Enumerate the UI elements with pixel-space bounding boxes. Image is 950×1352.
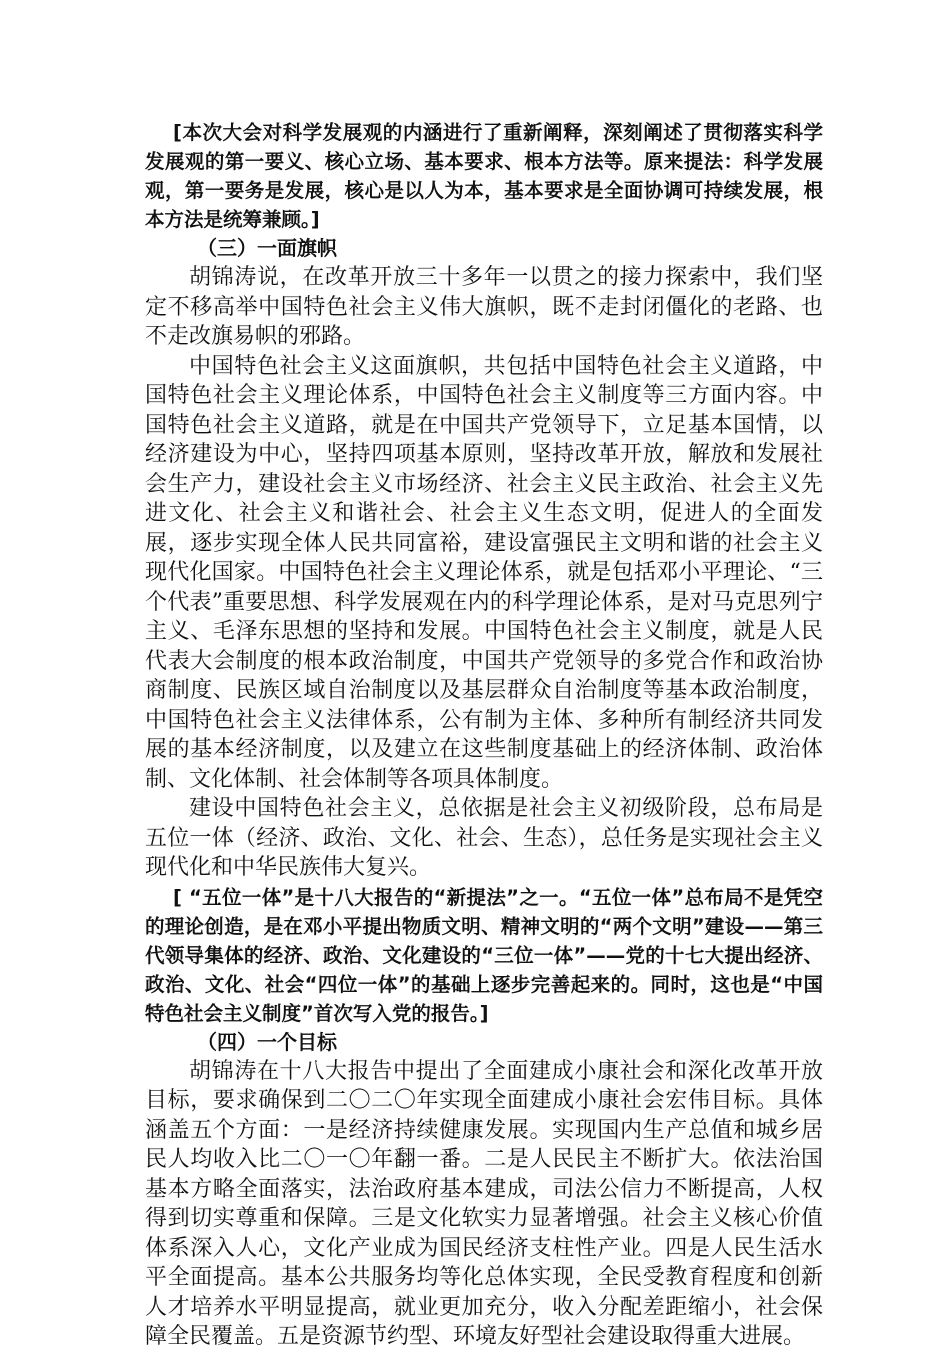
section-heading-one-banner: （三）一面旗帜 xyxy=(197,236,337,260)
bracket-note-scientific-development: [本次大会对科学发展观的内涵进行了重新阐释，深刻阐述了贯彻落实科学发展观的第一要义、核心立场、基本要求、根本方法等。原来提法：科学发展观，第一要务是发展，核心是以人为本，基本要求是全面协调可持续发展，根本方法是统筹兼顾。] xyxy=(145,121,823,231)
document-body xyxy=(145,118,823,1352)
paragraph-socialism-banner-content: 中国特色社会主义这面旗帜，共包括中国特色社会主义道路，中国特色社会主义理论体系，中国特色社会主义制度等三方面内容。中国特色社会主义道路，就是在中国共产党领导下，立足基本国情，以经济建设为中心，坚持四项基本原则，坚持改革开放，解放和发展社会生产力，建设社会主义市场经济、社会主义民主政治、社会主义先进文化、社会主义和谐社会、社会主义生态文明，促进人的全面发展，逐步实现全体人民共同富裕，建设富强民主文明和谐的社会主义现代化国家。中国特色社会主义理论体系，就是包括邓小平理论、“三个代表”重要思想、科学发展观在内的科学理论体系，是对马克思列宁主义、毛泽东思想的坚持和发展。中国特色社会主义制度，就是人民代表大会制度的根本政治制度，中国共产党领导的多党合作和政治协商制度、民族区域自治制度以及基层群众自治制度等基本政治制度，中国特色社会主义法律体系，公有制为主体、多种所有制经济共同发展的基本经济制度，以及建立在这些制度基础上的经济体制、政治体制、文化体制、社会体制等各项具体制度。 xyxy=(145,353,823,792)
paragraph-one-goal: 胡锦涛在十八大报告中提出了全面建成小康社会和深化改革开放目标，要求确保到二〇二〇年实现全面建成小康社会宏伟目标。具体涵盖五个方面：一是经济持续健康发展。实现国内生产总值和城乡居民人均收入比二〇一〇年翻一番。二是人民民主不断扩大。依法治国基本方略全面落实，法治政府基本建成，司法公信力不断提高，人权得到切实尊重和保障。三是文化软实力显著增强。社会主义核心价值体系深入人心，文化产业成为国民经济支柱性产业。四是人民生活水平全面提高。基本公共服务均等化总体实现，全民受教育程度和创新人才培养水平明显提高，就业更加充分，收入分配差距缩小，社会保障全民覆盖。五是资源节约型、环境友好型社会建设取得重大进展。 xyxy=(145,1058,823,1349)
bracket-note-five-in-one: [ “五位一体”是十八大报告的“新提法”之一。“五位一体”总布局不是凭空的理论创造，是在邓小平提出物质文明、精神文明的“两个文明”建设——第三代领导集体的经济、政治、文化建设的“三位一体”——党的十七大提出经济、政治、文化、社会“四位一体”的基础上逐步完善起来的。同时，这也是“中国特色社会主义制度”首次写入党的报告。] xyxy=(145,885,823,1025)
section-heading-one-goal: （四）一个目标 xyxy=(197,1029,337,1054)
paragraph-five-in-one: 建设中国特色社会主义，总依据是社会主义初级阶段，总布局是五位一体（经济、政治、文化、社会、生态），总任务是实现社会主义现代化和中华民族伟大复兴。 xyxy=(145,796,823,880)
paragraph-hu-jintao-banner: 胡锦涛说，在改革开放三十多年一以贯之的接力探索中，我们坚定不移高举中国特色社会主义伟大旗帜，既不走封闭僵化的老路、也不走改旗易帜的邪路。 xyxy=(145,265,823,349)
